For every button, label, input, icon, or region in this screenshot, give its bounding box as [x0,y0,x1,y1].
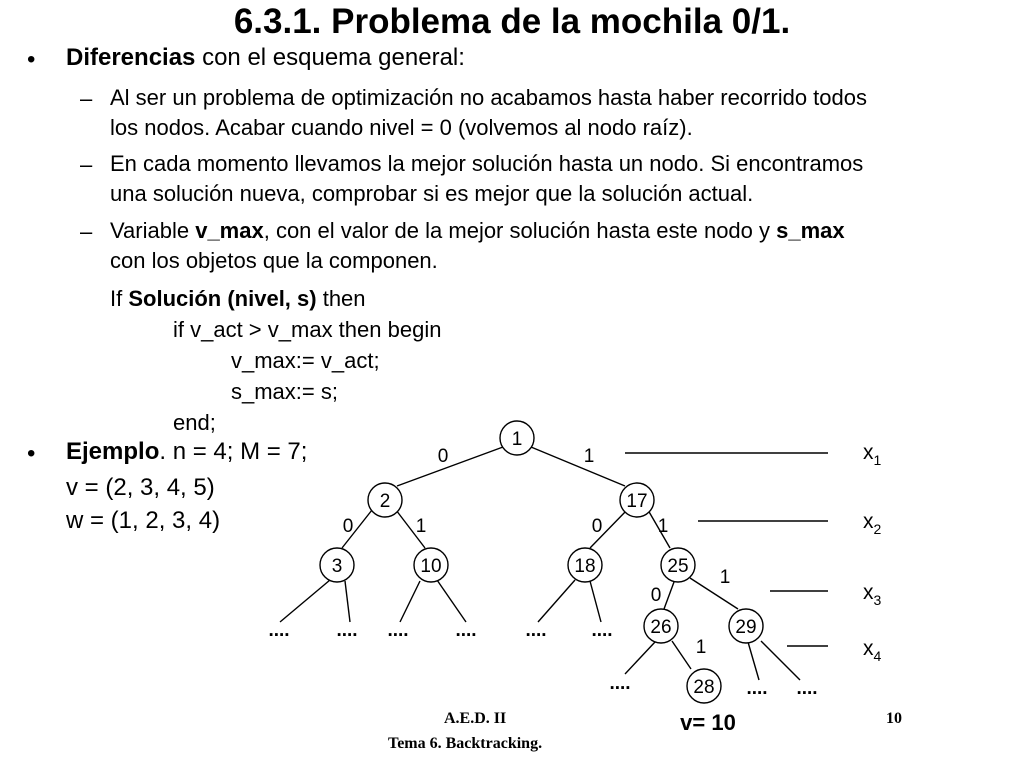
tree-edge [672,641,691,669]
ellipsis-label: .... [268,620,290,641]
ellipsis-label: .... [387,620,409,641]
edge-label: 0 [342,516,354,537]
bullet-diferencias-bold: Diferencias [66,44,196,71]
edge-label: 0 [650,585,662,606]
edge-label: 1 [583,446,595,467]
tree-edge [280,580,330,622]
tree-edge [761,641,800,680]
edge-label: 1 [719,567,731,588]
tree-level-labels [863,441,882,664]
level-label: $x_1$ [863,441,882,468]
code-line-4: s_max:= s; [231,379,338,404]
subitem-3-text-a: Variable [110,218,196,243]
tree-node-label: 10 [420,556,442,577]
edge-label: 1 [657,516,669,537]
edge-label: 1 [415,516,427,537]
code-then: then [316,286,366,311]
bullet-ejemplo-bold: Ejemplo [66,438,160,465]
tree-edge [531,447,625,486]
tree-edge [664,582,674,609]
level-label: $x_4$ [863,637,882,664]
tree-edge [690,578,738,609]
bullet-ejemplo-rest: . n = 4; M = 7; [159,438,308,465]
edge-label: 1 [695,637,707,658]
slide-title: 6.3.1. Problema de la mochila 0/1. [233,2,791,41]
tree-node-circles [320,421,763,703]
tree-node-label: 17 [626,491,648,512]
tree-edges [280,447,828,680]
bullet-diferencias-rest: con el esquema general: [195,44,465,71]
tree-node-label: 2 [379,491,391,512]
ellipsis-label: .... [455,620,477,641]
dash-marker: – [80,152,93,177]
subitem-3-text-c: , con el valor de la mejor solución hasta este nodo y [263,218,777,243]
footer-topic: Tema 6. Backtracking. [388,735,543,752]
tree-node-label: 18 [574,556,596,577]
subitem-1-line2: los nodos. Acabar cuando nivel = 0 (volvemos al nodo raíz). [110,115,693,140]
code-condition: Solución (nivel, s) [128,286,317,311]
code-line-2: if v_act > v_max then begin [173,317,442,342]
ellipsis-label: .... [525,620,547,641]
code-line-3: v_max:= v_act; [231,348,380,373]
tree-result: v= 10 [680,710,736,735]
subitem-3-line2: con los objetos que la componen. [110,248,438,273]
subitem-2-line2: una solución nueva, comprobar si es mejor que la solución actual. [110,181,754,206]
tree-edge [437,580,466,622]
tree-edge [345,581,350,622]
example-weights: w = (1, 2, 3, 4) [66,507,221,534]
tree-edge [538,580,575,622]
footer-page-number: 10 [886,710,902,727]
subitem-3-vmax: v_max [195,218,264,243]
tree-node-label: 1 [511,429,523,450]
bullet-marker: • [27,46,36,73]
footer-course: A.E.D. II [444,710,507,727]
tree-edge [590,581,601,622]
subitem-3-smax: s_max [776,218,845,243]
ellipsis-label: .... [609,673,631,694]
tree-edge [400,581,420,622]
edge-label: 0 [437,446,449,467]
tree-node-label: 26 [650,617,672,638]
bullet-marker: • [27,440,36,467]
level-label: $x_3$ [863,581,882,608]
ellipsis-label: .... [336,620,358,641]
dash-marker: – [80,86,93,111]
ellipsis-label: .... [591,620,613,641]
subitem-2-line1: En cada momento llevamos la mejor solución hasta un nodo. Si encontramos [110,151,864,176]
tree-node-label: 3 [331,556,343,577]
tree-edge [397,447,503,486]
edge-label: 0 [591,516,603,537]
tree-edge [625,642,655,674]
tree-node-label: 28 [693,677,715,698]
tree-edge [748,642,759,680]
level-label: $x_2$ [863,510,882,537]
ellipsis-label: .... [796,678,818,699]
code-if: If [110,286,129,311]
tree-node-label: 25 [667,556,689,577]
tree-node-label: 29 [735,617,757,638]
subitem-1-line1: Al ser un problema de optimización no acabamos hasta haber recorrido todos [110,85,867,110]
dash-marker: – [80,219,93,244]
example-values: v = (2, 3, 4, 5) [66,474,215,501]
ellipsis-label: .... [746,678,768,699]
code-line-5: end; [173,410,216,435]
